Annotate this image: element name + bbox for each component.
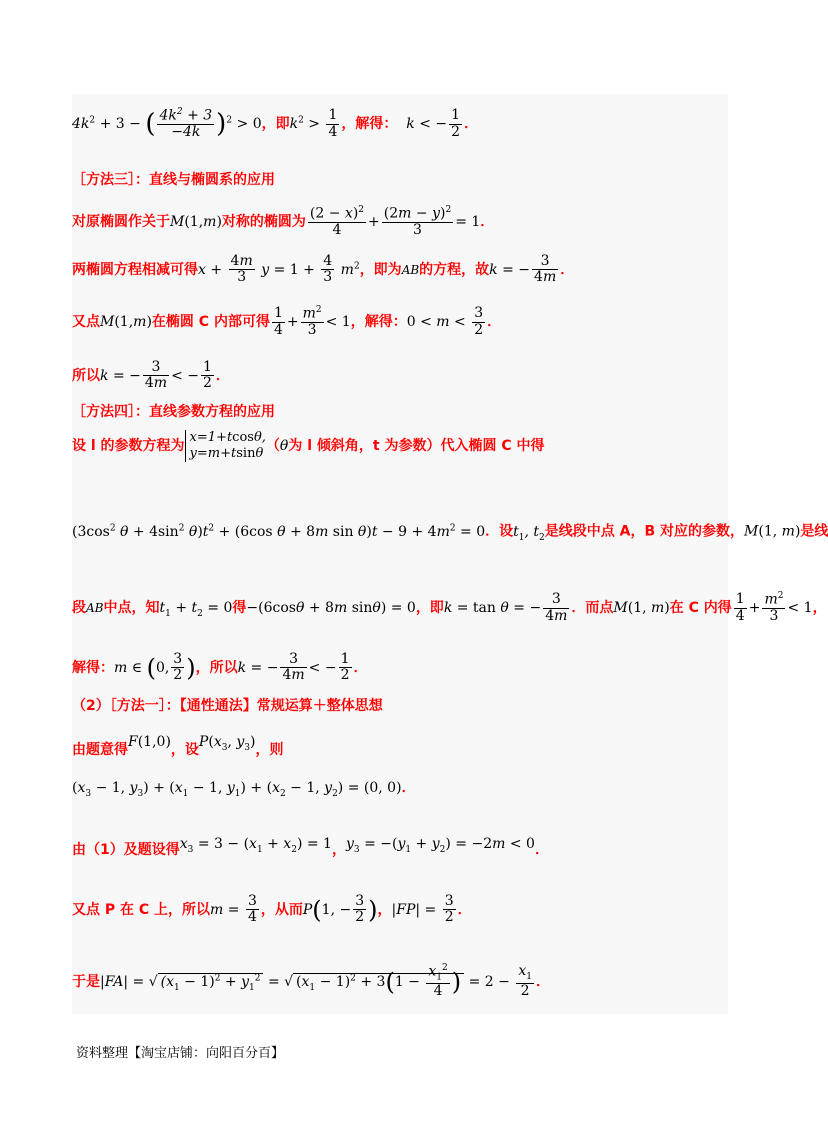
line-4: 两椭圆方程相减可得x + $\frac{4m}{3}$ y = 1 + $\frac{4}{3}$ $m^2$，即为AB的方程，故k = − $\frac{3}{4m}$ ． bbox=[72, 253, 575, 286]
line-14: ($x_3 - 1$, $y_3) + (x_1 - 1$, $y_1) + (x_2 - 1$, $y_2) = (0$, 0)． bbox=[72, 780, 416, 799]
method-3-title: ［方法三］：直线与椭圆系的应用 bbox=[72, 172, 275, 188]
line-6: 所以k = − $\frac{3}{4m}$ < − $\frac{1}{2}$ ． bbox=[72, 359, 230, 392]
line-10: 段AB中点，知$t_1 + t_2 = 0$得−(6cosθ + 8m sinθ) = 0，即k = tan θ = − $\frac{3}{4m}$ ．而点M(1, m)在 C 内得 $\frac{1}{4}$ + $\frac{m^2}{3}$ < 1， bbox=[72, 591, 827, 625]
line-16: 又点 P 在 C 上，所以m = $\frac{3}{4}$ ，从而P(1, − $\frac{3}{2}$ )，|FP| = $\frac{3}{2}$ ． bbox=[72, 893, 472, 926]
line-3: 对原椭圆作关于M(1,m)对称的椭圆为 $\frac{(2 - x)^2}{4}$ + $\frac{(2m - y)^2}{3}$ = 1． bbox=[72, 205, 495, 239]
line-11: 解得：m ∈ (0, $\frac{3}{2}$ )，所以k = − $\frac{3}{4m}$ < − $\frac{1}{2}$ ． bbox=[72, 651, 368, 684]
method-4-title: ［方法四］：直线参数方程的应用 bbox=[72, 404, 275, 420]
line-8: 设 l 的参数方程为x=1+tcosθ, y=m+tsinθ （θ为 l 倾斜角，t 为参数）代入椭圆 C 中得 bbox=[72, 430, 545, 461]
line-1: $4k^2 + 3$ − ( $\frac{4k^2 + 3}{-4k}$ )$^2$ > 0，即$k^2$ > $\frac{1}{4}$ ，解得： k < − $\frac{1}{2}$ ． bbox=[72, 107, 479, 141]
line-17: 于是|FA| = √ $(x_1 - 1)^2 + y_1^2$ = √ $(x_1 - 1)^2 + 3(1$ − $\frac{x_1^2}{4}$ ) = 2 − $\frac{x_1}{2}$ ． bbox=[72, 963, 550, 1000]
line-13: 由题意得F(1,0)，设$P(x_3$, $y_3$)，则 bbox=[72, 734, 284, 758]
line-15: 由（1）及题设得$x_3 = 3 - (x_1 + x_2) = 1$，$y_3 = -(y_1 + y_2) = -2m < 0$． bbox=[72, 836, 549, 858]
line-9: ($3\cos^2$ $\theta + 4\sin^2$ $\theta)t^2 + (6\cos$ θ + 8m $\sin \theta)t - 9 + 4m^2 = 0$．设$t_1$, $t_2$是线段中点 A，B 对应的参数，M(1, m)是线 bbox=[72, 523, 828, 543]
part-2-title: （2）［方法一］：【通性通法】常规运算＋整体思想 bbox=[72, 698, 383, 714]
footer-credit: 资料整理【淘宝店铺：向阳百分百】 bbox=[76, 1046, 285, 1061]
line-5: 又点M(1,m)在椭圆 C 内部可得 $\frac{1}{4}$ + $\frac{m^2}{3}$ < 1，解得：0 < m < $\frac{3}{2}$ ． bbox=[72, 305, 502, 339]
